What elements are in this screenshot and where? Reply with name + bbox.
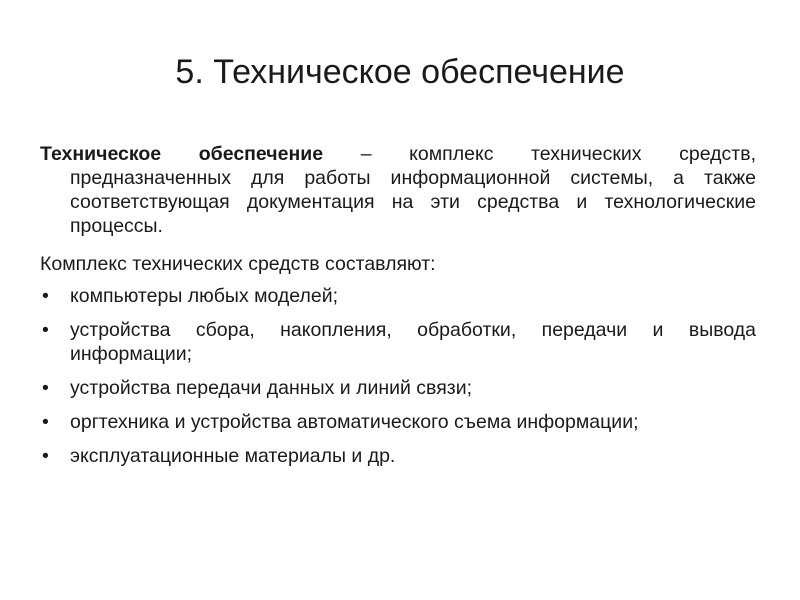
- slide-body: [40, 142, 756, 478]
- bullet-icon: •: [42, 377, 49, 399]
- bullet-icon: •: [42, 285, 49, 307]
- list-item-text: устройства сбора, накопления, обработки, передачи и вывода информации;: [70, 319, 756, 365]
- list-item: [40, 318, 756, 366]
- list-item-text: компьютеры любых моделей;: [70, 285, 339, 307]
- bullet-icon: •: [42, 319, 49, 341]
- list-item: [40, 284, 756, 308]
- definition-paragraph: [40, 142, 756, 238]
- list-item: [40, 376, 756, 400]
- list-item: [40, 410, 756, 434]
- bullet-list: [40, 284, 756, 468]
- list-intro: Комплекс технических средств составляют:: [40, 253, 436, 275]
- list-item-text: устройства передачи данных и линий связи;: [70, 377, 473, 399]
- slide-title: 5. Техническое обеспечение: [175, 53, 625, 91]
- definition-term: Техническое обеспечение: [40, 143, 324, 165]
- list-item-text: оргтехника и устройства автоматического съема информации;: [70, 411, 639, 433]
- bullet-icon: •: [42, 411, 49, 433]
- bullet-icon: •: [42, 445, 49, 467]
- definition-text: – комплекс технических средств, предназначенных для работы информационной системы, а также соответствующая документация на эти средства и технологические процессы.: [70, 143, 756, 237]
- list-item-text: эксплуатационные материалы и др.: [70, 445, 396, 467]
- list-item: [40, 444, 756, 468]
